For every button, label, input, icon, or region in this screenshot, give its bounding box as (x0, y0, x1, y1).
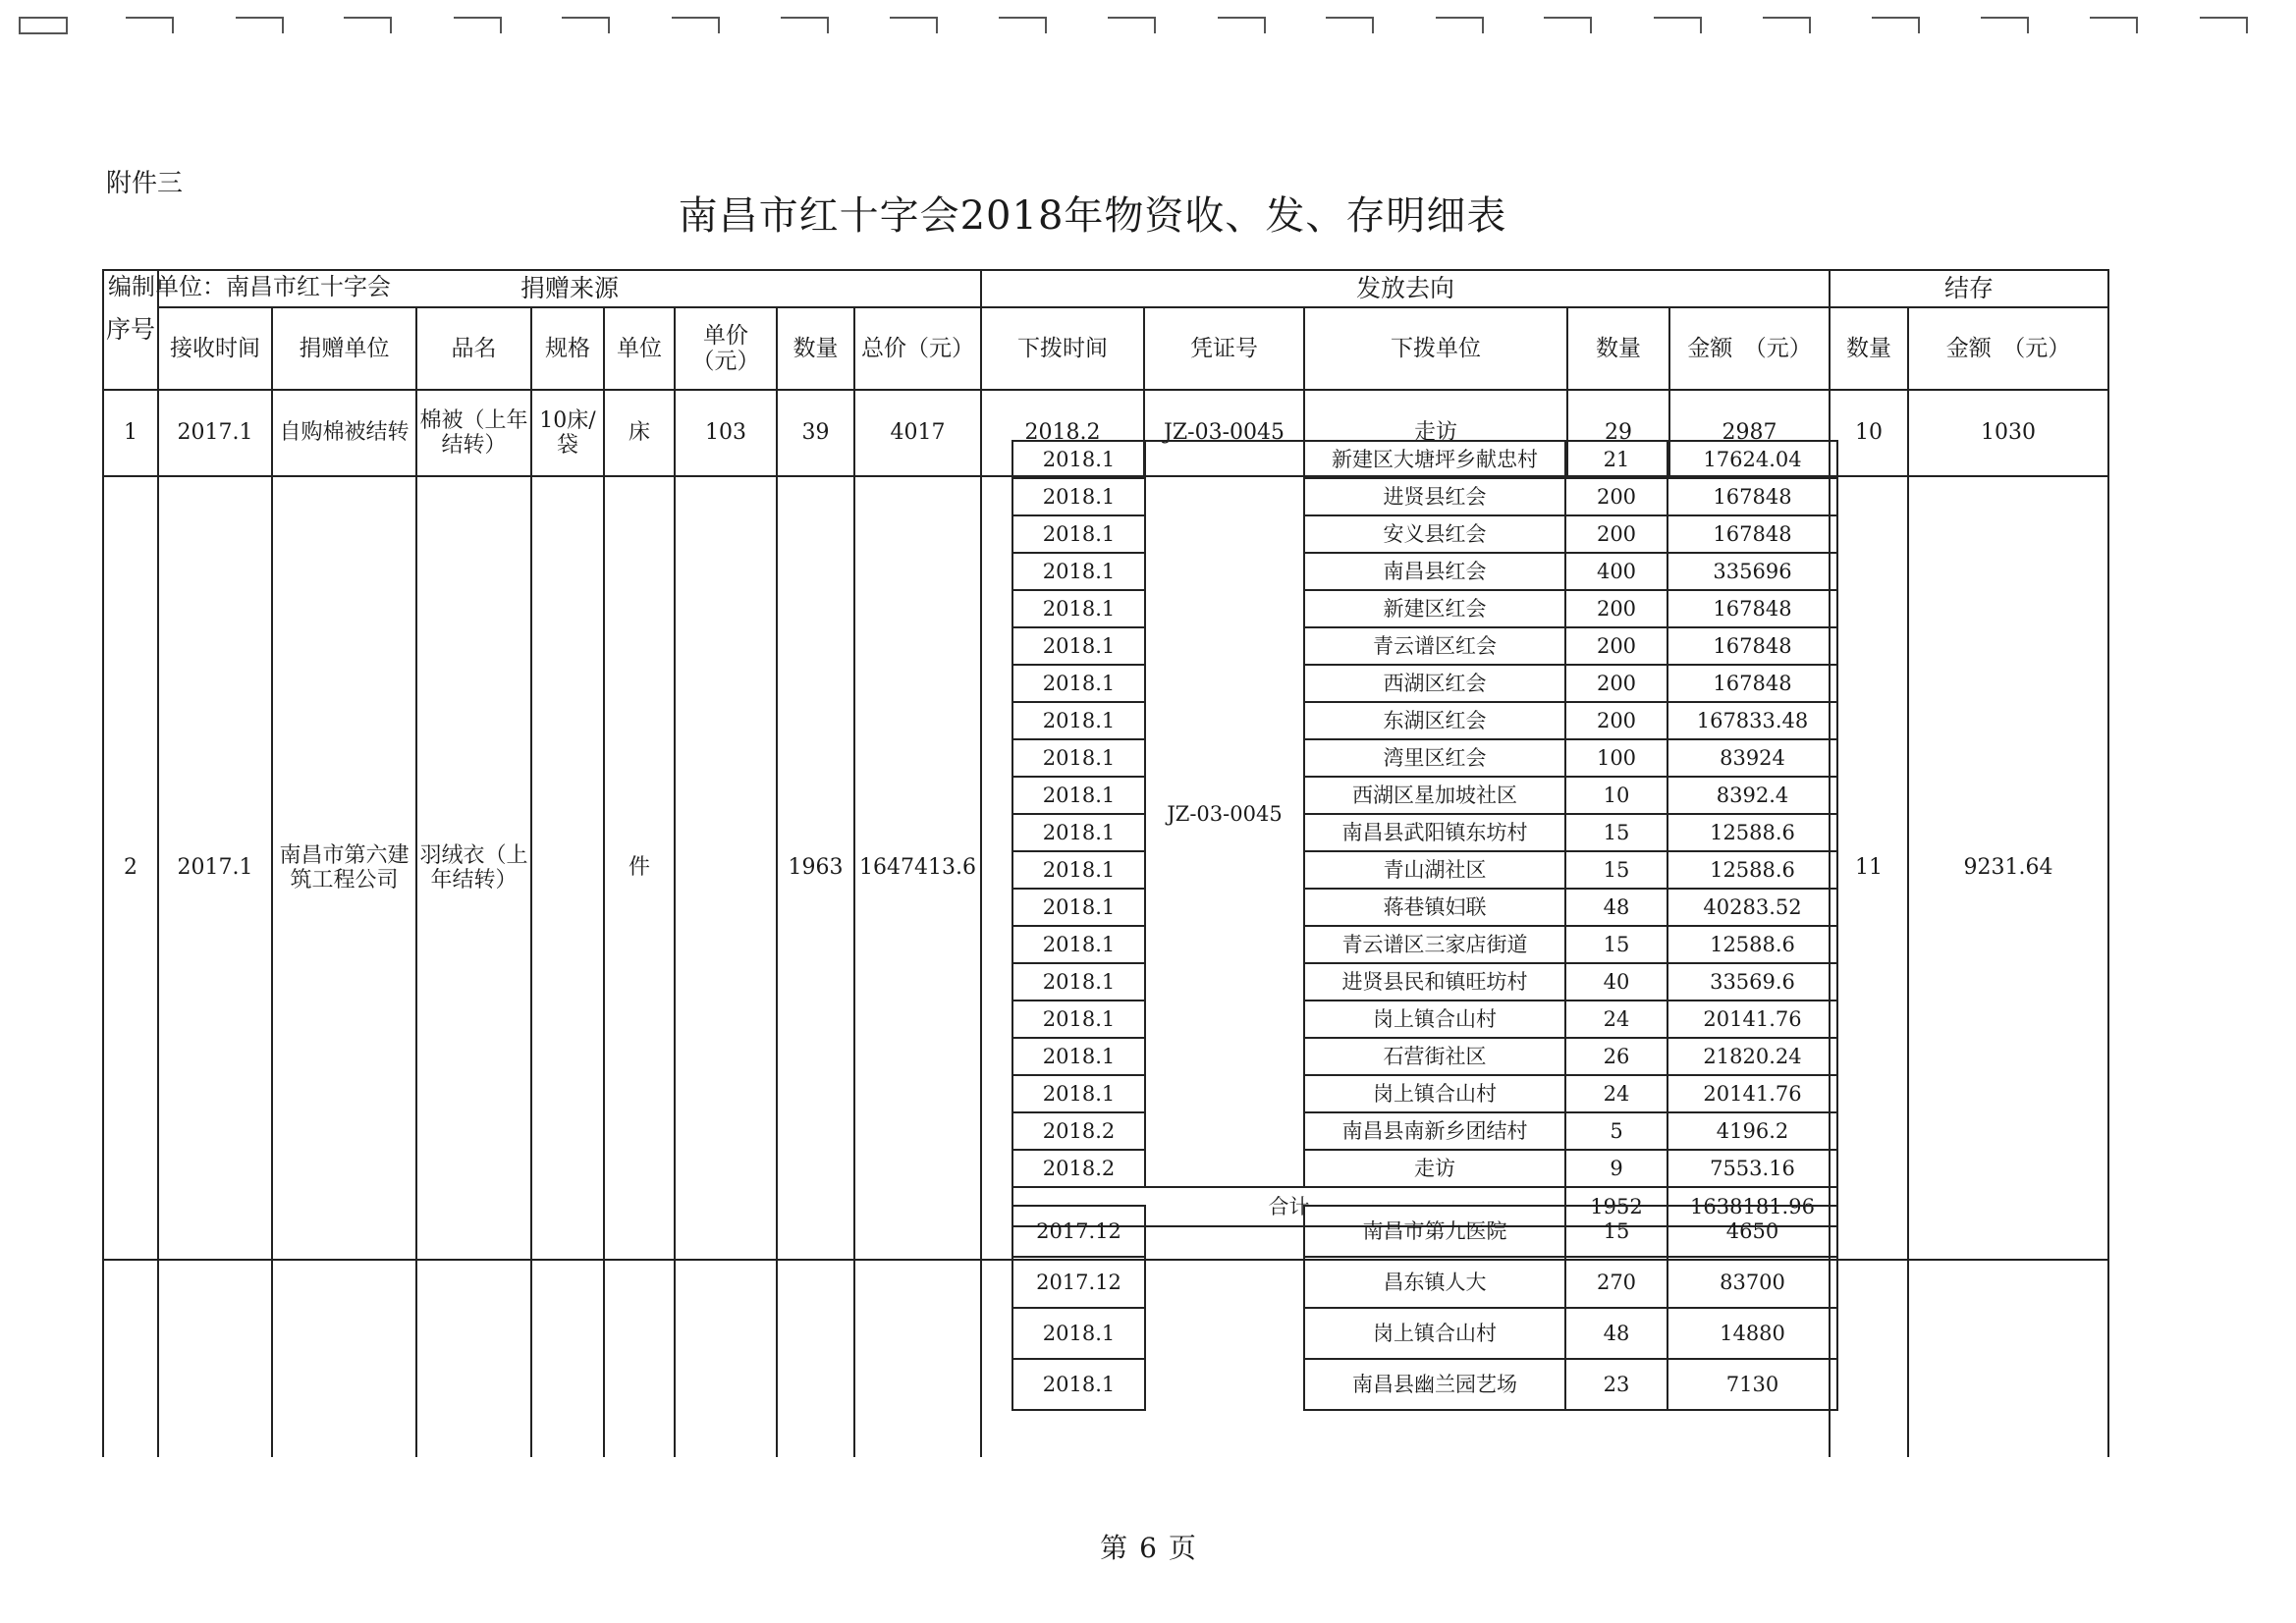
cell-total: 1647413.6 (854, 476, 981, 1260)
dist-row (1012, 1150, 1837, 1187)
dist-unit: 安义县红会 (1304, 515, 1565, 553)
dist-amount: 33569.6 (1667, 963, 1837, 1001)
dist-row (1012, 702, 1837, 739)
dist-row (1012, 926, 1837, 963)
dist-amount: 7130 (1667, 1359, 1837, 1410)
dist-unit: 西湖区红会 (1304, 665, 1565, 702)
dist-time: 2018.1 (1012, 1359, 1145, 1410)
dist-row (1012, 777, 1837, 814)
header-voucher: 凭证号 (1144, 307, 1304, 390)
dist-amount: 14880 (1667, 1308, 1837, 1359)
dist-row (1012, 1257, 1837, 1308)
page-footer (0, 1527, 2296, 1566)
cell-seq: 1 (103, 390, 158, 476)
cell-dist-qty: 29 (1567, 390, 1669, 476)
dist-row (1012, 963, 1837, 1001)
dist-qty: 200 (1565, 702, 1667, 739)
header-stock-qty: 数量 (1830, 307, 1908, 390)
dist-unit: 南昌县武阳镇东坊村 (1304, 814, 1565, 851)
dist-unit: 昌东镇人大 (1304, 1257, 1565, 1308)
header-source-group: 捐赠来源 (158, 270, 981, 307)
dist-amount: 7553.16 (1667, 1150, 1837, 1187)
dist-row (1012, 553, 1837, 590)
dist-amount: 4196.2 (1667, 1112, 1837, 1150)
dist-qty: 400 (1565, 553, 1667, 590)
dist-time: 2018.1 (1012, 1038, 1145, 1075)
dist-time: 2018.2 (1012, 1112, 1145, 1150)
cell-spec (531, 476, 604, 1260)
cell-donor: 南昌市第六建筑工程公司 (272, 476, 416, 1260)
dist-qty: 200 (1565, 478, 1667, 515)
header-qty: 数量 (777, 307, 854, 390)
dist-row (1012, 739, 1837, 777)
sum-label: 合计 (1012, 1187, 1565, 1226)
cell-stock-amount: 1030 (1908, 390, 2108, 476)
dist-row (1012, 590, 1837, 627)
dist-time: 2018.1 (1012, 441, 1145, 478)
dist-amount: 12588.6 (1667, 814, 1837, 851)
cell-stock-qty: 11 (1830, 476, 1908, 1260)
dist-time: 2018.1 (1012, 702, 1145, 739)
attachment-label: 附件三 (106, 169, 184, 198)
dist-time: 2018.1 (1012, 665, 1145, 702)
dist-voucher (1145, 1206, 1304, 1410)
dist-amount: 12588.6 (1667, 851, 1837, 889)
dist-unit: 湾里区红会 (1304, 739, 1565, 777)
distribution-table-2 (1011, 1205, 1838, 1411)
dist-unit: 南昌县幽兰园艺场 (1304, 1359, 1565, 1410)
dist-unit: 新建区红会 (1304, 590, 1565, 627)
header-receive-time: 接收时间 (158, 307, 272, 390)
cell-receive-time: 2017.1 (158, 390, 272, 476)
compiling-unit: 编制单位：南昌市红十字会 (108, 273, 391, 300)
header-unit: 单位 (604, 307, 675, 390)
dist-time: 2018.1 (1012, 814, 1145, 851)
dist-unit: 东湖区红会 (1304, 702, 1565, 739)
dist-time: 2018.1 (1012, 627, 1145, 665)
dist-time: 2017.12 (1012, 1206, 1145, 1257)
cell-spec: 10床/袋 (531, 390, 604, 476)
dist-unit: 岗上镇合山村 (1304, 1308, 1565, 1359)
dist-row (1012, 1308, 1837, 1359)
header-item-name: 品名 (416, 307, 531, 390)
dist-amount: 83924 (1667, 739, 1837, 777)
dist-qty: 23 (1565, 1359, 1667, 1410)
page-suffix: 页 (1168, 1532, 1196, 1564)
dist-unit: 石营街社区 (1304, 1038, 1565, 1075)
dist-qty: 10 (1565, 777, 1667, 814)
cell-total: 4017 (854, 390, 981, 476)
cell-seq: 2 (103, 476, 158, 1260)
dist-row (1012, 1112, 1837, 1150)
dist-unit: 岗上镇合山村 (1304, 1075, 1565, 1112)
dist-qty: 200 (1565, 590, 1667, 627)
dist-unit: 南昌县南新乡团结村 (1304, 1112, 1565, 1150)
dist-amount: 167848 (1667, 515, 1837, 553)
cell-unit: 件 (604, 476, 675, 1260)
dist-row (1012, 1001, 1837, 1038)
dist-qty: 270 (1565, 1257, 1667, 1308)
header-stock-group: 结存 (1830, 270, 2108, 307)
dist-amount: 20141.76 (1667, 1075, 1837, 1112)
page-prefix: 第 (1100, 1532, 1128, 1564)
sum-qty: 1952 (1565, 1187, 1667, 1226)
dist-time: 2018.1 (1012, 777, 1145, 814)
dist-qty: 15 (1565, 926, 1667, 963)
dist-time: 2018.1 (1012, 889, 1145, 926)
distribution-table (1011, 440, 1838, 1227)
sum-amount: 1638181.96 (1667, 1187, 1837, 1226)
dist-qty: 100 (1565, 739, 1667, 777)
header-unit-price: 单价（元） (675, 307, 777, 390)
cell-qty: 1963 (777, 476, 854, 1260)
dist-unit: 青云谱区三家店街道 (1304, 926, 1565, 963)
scan-edge-marks (0, 0, 2296, 59)
dist-unit: 蒋巷镇妇联 (1304, 889, 1565, 926)
dist-time: 2017.12 (1012, 1257, 1145, 1308)
dist-qty: 48 (1565, 1308, 1667, 1359)
dist-row (1012, 627, 1837, 665)
dist-unit: 走访 (1304, 1150, 1565, 1187)
dist-row (1012, 1206, 1837, 1257)
cell-unit: 床 (604, 390, 675, 476)
dist-unit: 青山湖社区 (1304, 851, 1565, 889)
dist-amount: 40283.52 (1667, 889, 1837, 926)
dist-amount: 83700 (1667, 1257, 1837, 1308)
dist-time: 2018.1 (1012, 1075, 1145, 1112)
header-dist-time: 下拨时间 (981, 307, 1144, 390)
dist-qty: 15 (1565, 851, 1667, 889)
cell-stock-qty: 10 (1830, 390, 1908, 476)
dist-amount: 167848 (1667, 627, 1837, 665)
dist-time: 2018.1 (1012, 515, 1145, 553)
dist-time: 2018.1 (1012, 963, 1145, 1001)
dist-qty: 26 (1565, 1038, 1667, 1075)
dist-amount: 167833.48 (1667, 702, 1837, 739)
dist-qty: 15 (1565, 1206, 1667, 1257)
cell-dist-amount: 2987 (1669, 390, 1830, 476)
dist-qty: 40 (1565, 963, 1667, 1001)
page-title: 南昌市红十字会2018年物资收、发、存明细表 (678, 193, 1507, 239)
dist-qty: 5 (1565, 1112, 1667, 1150)
dist-qty: 15 (1565, 814, 1667, 851)
dist-amount: 12588.6 (1667, 926, 1837, 963)
header-donor: 捐赠单位 (272, 307, 416, 390)
dist-unit: 南昌市第九医院 (1304, 1206, 1565, 1257)
header-total: 总价（元） (854, 307, 981, 390)
dist-row (1012, 814, 1837, 851)
cell-unit-price: 103 (675, 390, 777, 476)
dist-time: 2018.2 (1012, 1150, 1145, 1187)
dist-amount: 167848 (1667, 665, 1837, 702)
dist-row (1012, 665, 1837, 702)
dist-row (1012, 515, 1837, 553)
dist-amount: 4650 (1667, 1206, 1837, 1257)
dist-amount: 335696 (1667, 553, 1837, 590)
cell-voucher: JZ-03-0045 (1144, 390, 1304, 476)
dist-row (1012, 851, 1837, 889)
dist-unit: 南昌县红会 (1304, 553, 1565, 590)
cell-dist-unit: 走访 (1304, 390, 1567, 476)
header-dist-group: 发放去向 (981, 270, 1830, 307)
dist-unit: 新建区大塘坪乡献忠村 (1304, 441, 1565, 478)
cell-receive-time: 2017.1 (158, 476, 272, 1260)
cell-stock-amount: 9231.64 (1908, 476, 2108, 1260)
dist-qty: 200 (1565, 665, 1667, 702)
header-dist-qty: 数量 (1567, 307, 1669, 390)
dist-qty: 200 (1565, 627, 1667, 665)
cell-qty: 39 (777, 390, 854, 476)
dist-row (1012, 441, 1837, 478)
dist-amount: 20141.76 (1667, 1001, 1837, 1038)
dist-qty: 48 (1565, 889, 1667, 926)
dist-qty: 21 (1565, 441, 1667, 478)
dist-amount: 167848 (1667, 478, 1837, 515)
dist-row (1012, 1359, 1837, 1410)
dist-time: 2018.1 (1012, 478, 1145, 515)
dist-unit: 青云谱区红会 (1304, 627, 1565, 665)
header-spec: 规格 (531, 307, 604, 390)
cell-unit-price (675, 476, 777, 1260)
dist-amount: 17624.04 (1667, 441, 1837, 478)
dist-row (1012, 1075, 1837, 1112)
header-dist-unit: 下拨单位 (1304, 307, 1567, 390)
cell-dist-time: 2018.2 (981, 390, 1144, 476)
dist-row (1012, 889, 1837, 926)
dist-row (1012, 1038, 1837, 1075)
dist-time: 2018.1 (1012, 926, 1145, 963)
dist-time: 2018.1 (1012, 1001, 1145, 1038)
dist-time: 2018.1 (1012, 553, 1145, 590)
dist-voucher: JZ-03-0045 (1145, 441, 1304, 1187)
dist-amount: 167848 (1667, 590, 1837, 627)
dist-unit: 进贤县民和镇旺坊村 (1304, 963, 1565, 1001)
dist-qty: 24 (1565, 1001, 1667, 1038)
dist-row (1012, 478, 1837, 515)
dist-qty: 200 (1565, 515, 1667, 553)
page-number: 6 (1139, 1532, 1157, 1564)
header-stock-amount: 金额 （元） (1908, 307, 2108, 390)
dist-unit: 西湖区星加坡社区 (1304, 777, 1565, 814)
header-dist-amount: 金额 （元） (1669, 307, 1830, 390)
dist-qty: 24 (1565, 1075, 1667, 1112)
cell-item-name: 棉被（上年结转） (416, 390, 531, 476)
dist-time: 2018.1 (1012, 739, 1145, 777)
dist-amount: 21820.24 (1667, 1038, 1837, 1075)
cell-donor: 自购棉被结转 (272, 390, 416, 476)
dist-amount: 8392.4 (1667, 777, 1837, 814)
dist-time: 2018.1 (1012, 1308, 1145, 1359)
header-seq: 序号 (103, 270, 158, 390)
dist-time: 2018.1 (1012, 590, 1145, 627)
dist-time: 2018.1 (1012, 851, 1145, 889)
cell-item-name: 羽绒衣（上年结转） (416, 476, 531, 1260)
dist-unit: 岗上镇合山村 (1304, 1001, 1565, 1038)
dist-qty: 9 (1565, 1150, 1667, 1187)
dist-unit: 进贤县红会 (1304, 478, 1565, 515)
